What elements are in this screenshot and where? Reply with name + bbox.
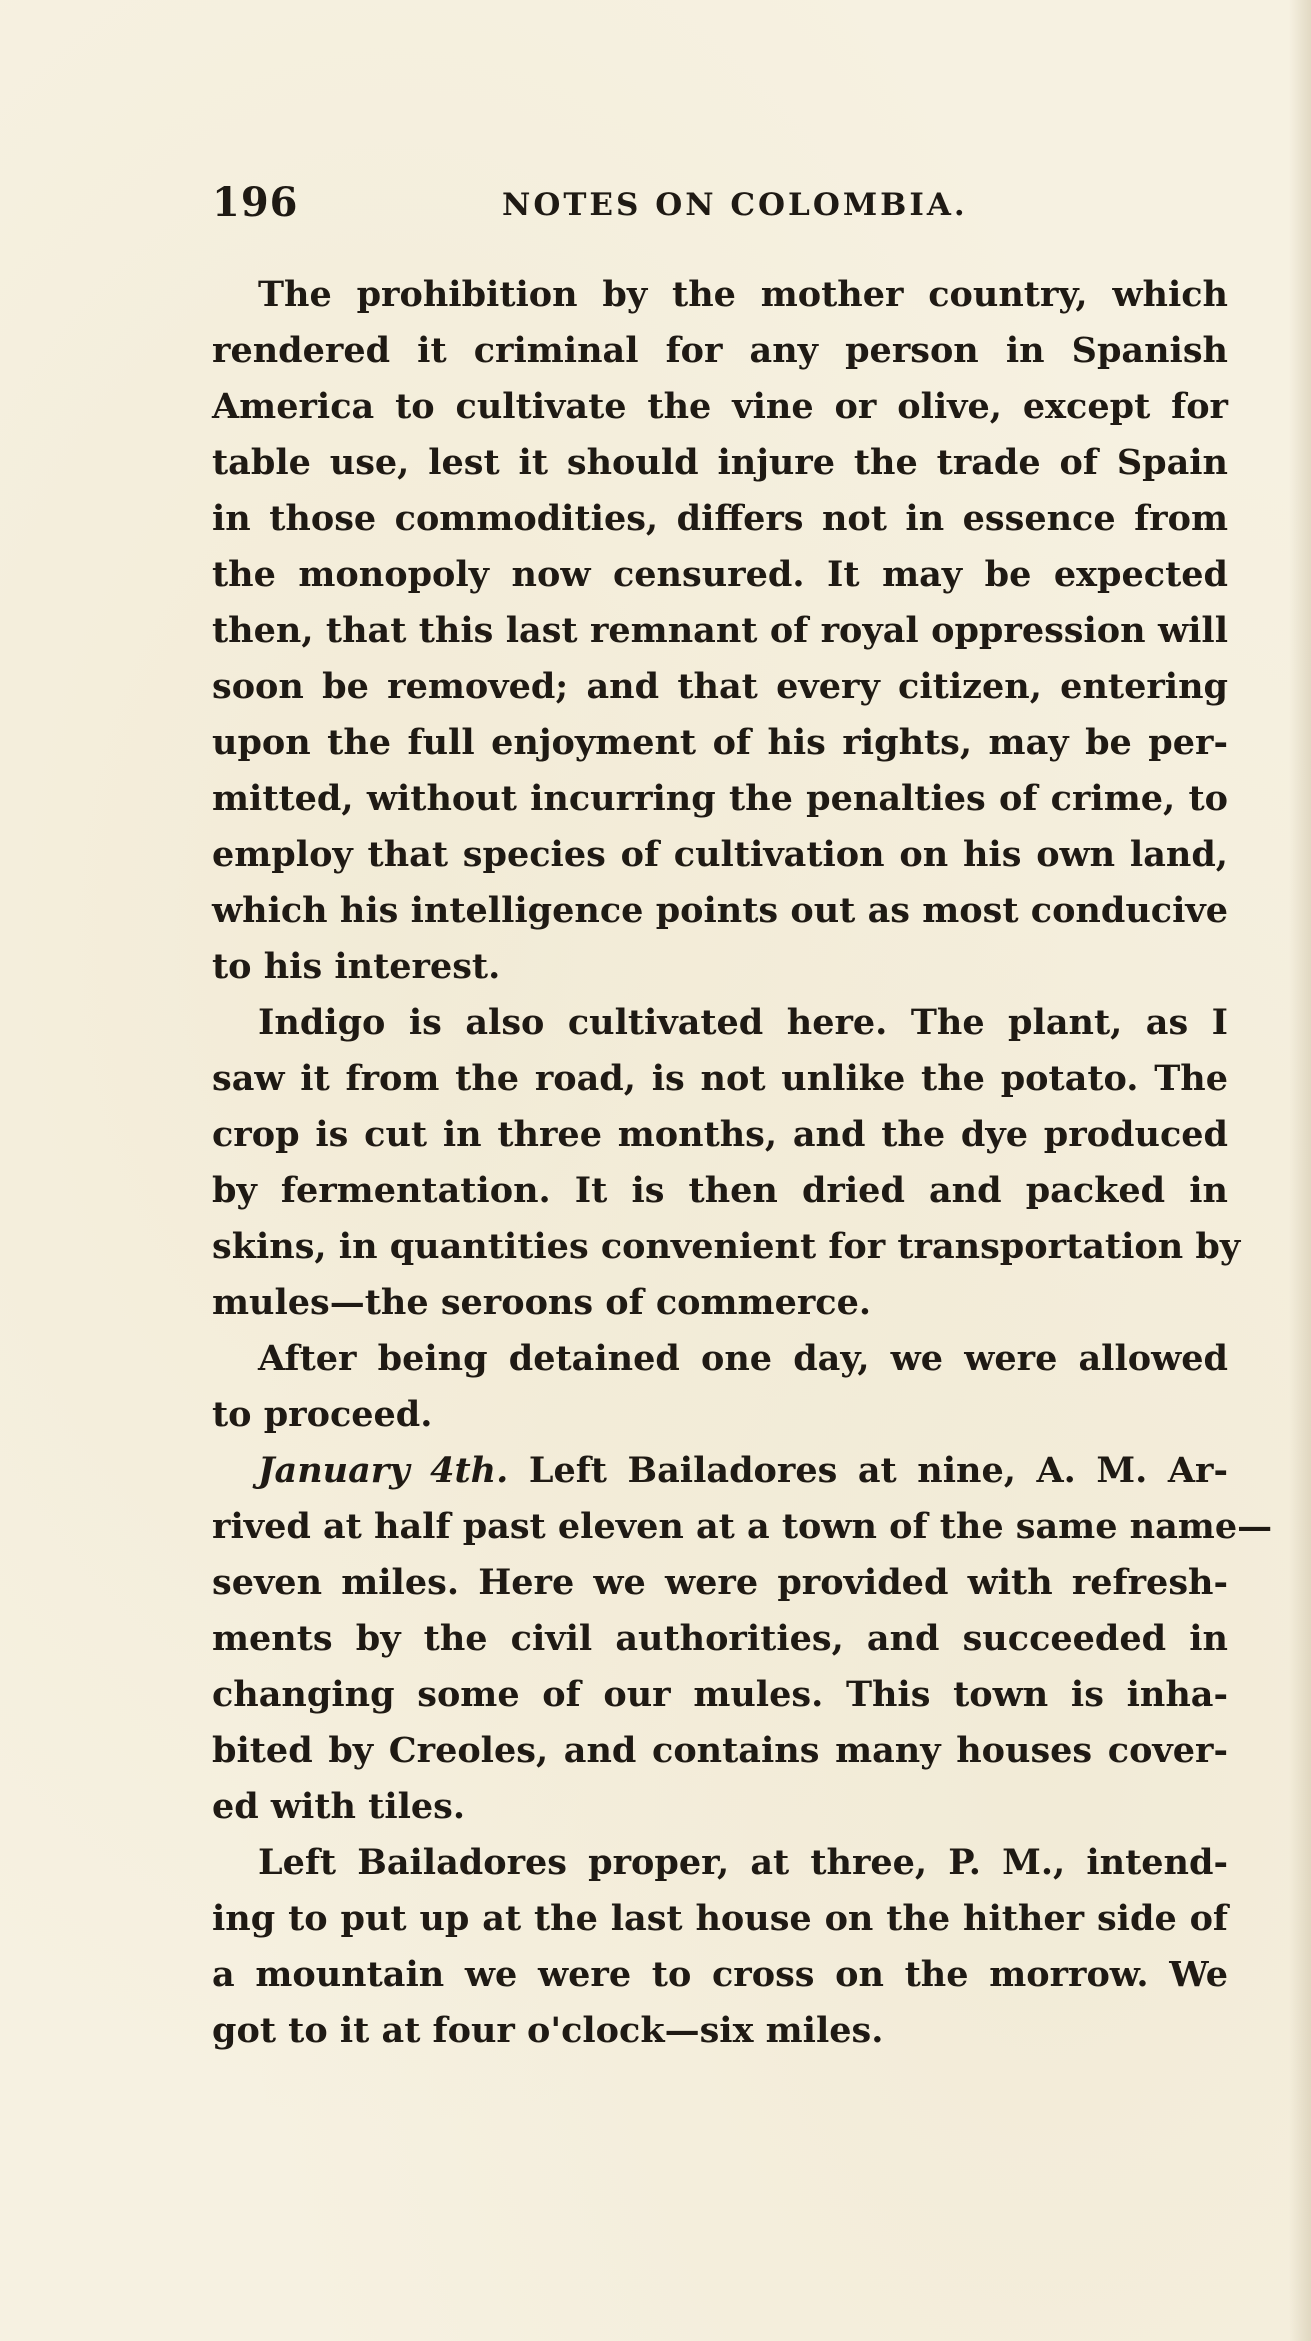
- text-line: Indigo is also cultivated here. The plant, as I: [258, 1002, 1228, 1043]
- text-line: Left Bailadores proper, at three, P. M., intend-: [258, 1842, 1228, 1883]
- text-line: to proceed.: [212, 1394, 433, 1435]
- text-line: the monopoly now censured. It may be expected: [212, 554, 1228, 595]
- text-line: mitted, without incurring the penalties of crime, to: [212, 778, 1228, 819]
- text-line: ments by the civil authorities, and succeeded in: [212, 1618, 1228, 1659]
- text-line: then, that this last remnant of royal oppression will: [212, 610, 1228, 651]
- text-line: skins, in quantities convenient for transportation by: [212, 1226, 1241, 1267]
- text-line: table use, lest it should injure the trade of Spain: [212, 442, 1228, 483]
- body-text: [212, 267, 1273, 2059]
- text-line: crop is cut in three months, and the dye produced: [212, 1114, 1228, 1155]
- text-line: rived at half past eleven at a town of the same name—: [212, 1506, 1273, 1547]
- text-line: soon be removed; and that every citizen, entering: [212, 666, 1228, 707]
- text-line: bited by Creoles, and contains many houses cover-: [212, 1730, 1228, 1771]
- text-line-rest: Left Bailadores at nine, A. M. Ar-: [508, 1450, 1228, 1491]
- text-line: ing to put up at the last house on the hither side of: [212, 1898, 1228, 1939]
- text-line: in those commodities, differs not in essence from: [212, 498, 1228, 539]
- text-line: mules—the seroons of commerce.: [212, 1282, 872, 1323]
- text-line: ed with tiles.: [212, 1786, 466, 1827]
- page-header: [212, 178, 1228, 228]
- text-line: to his interest.: [212, 946, 501, 987]
- text-line: got to it at four o'clock—six miles.: [212, 2010, 884, 2051]
- text-line: The prohibition by the mother country, which: [258, 274, 1228, 315]
- text-line: which his intelligence points out as most conducive: [212, 890, 1228, 931]
- text-line: seven miles. Here we were provided with refresh-: [212, 1562, 1228, 1603]
- running-head: NOTES ON COLOMBIA.: [502, 187, 968, 223]
- text-line: a mountain we were to cross on the morrow. We: [212, 1954, 1228, 1995]
- journal-date: January 4th.: [258, 1450, 509, 1491]
- page-number: 196: [212, 179, 299, 226]
- text-line: upon the full enjoyment of his rights, may be per-: [212, 722, 1228, 763]
- text-line: by fermentation. It is then dried and packed in: [212, 1170, 1228, 1211]
- text-line: [212, 1443, 1228, 1499]
- text-line: saw it from the road, is not unlike the potato. The: [212, 1058, 1228, 1099]
- text-line: After being detained one day, we were allowed: [258, 1338, 1228, 1379]
- text-line: rendered it criminal for any person in Spanish: [212, 330, 1228, 371]
- text-line: changing some of our mules. This town is inha-: [212, 1674, 1228, 1715]
- text-line: employ that species of cultivation on his own land,: [212, 834, 1228, 875]
- text-line: America to cultivate the vine or olive, except for: [212, 386, 1228, 427]
- page-edge-shadow: [1289, 0, 1311, 2341]
